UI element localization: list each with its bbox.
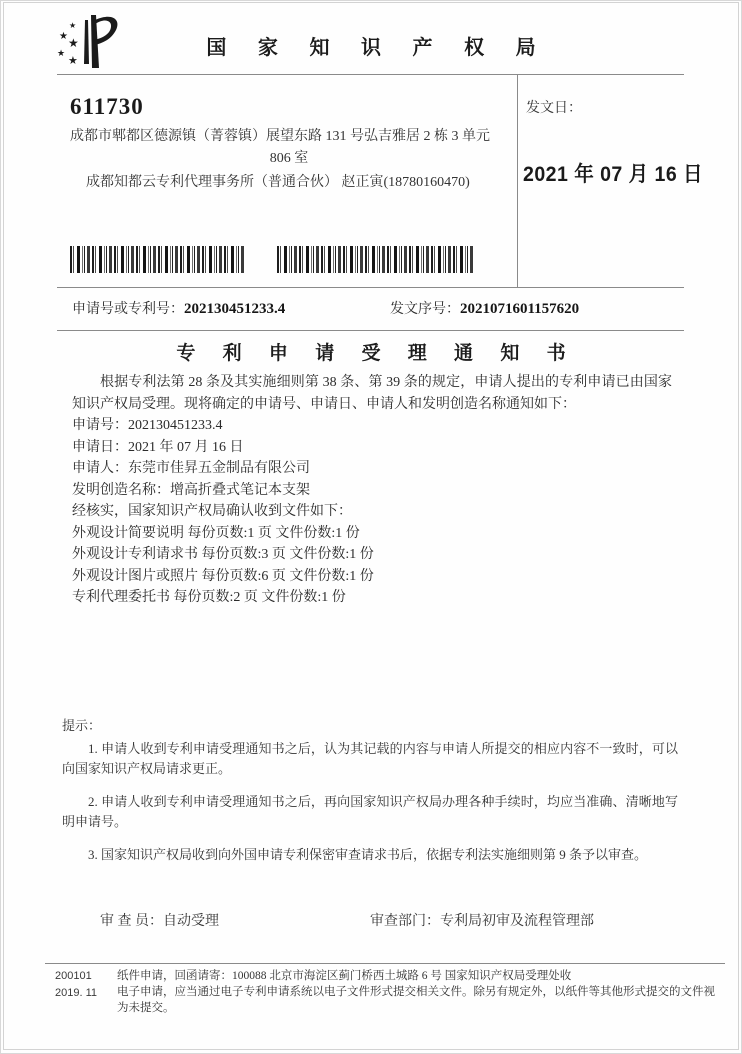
svg-text:★: ★ xyxy=(59,31,68,42)
tips-label: 提示： xyxy=(62,718,102,733)
notice-body xyxy=(72,372,672,609)
field-applicant: 申请人：东莞市佳昇五金制品有限公司 xyxy=(72,461,310,476)
document-item-4: 专利代理委托书 每份页数:2 页 文件份数:1 份 xyxy=(72,590,346,605)
recipient-address-line2: 806 室 xyxy=(269,151,309,166)
svg-text:★: ★ xyxy=(57,48,66,58)
signoff-row xyxy=(100,910,700,930)
recipient-agent-line: 成都知都云专利代理事务所（普通合伙） 赵正寅(18780160470) xyxy=(86,175,470,190)
department-label: 审查部门： xyxy=(370,914,440,929)
tip-item-1: 1. 申请人收到专利申请受理通知书之后，认为其记载的内容与申请人所提交的相应内容不一致时，可以向国家知识产权局请求更正。 xyxy=(62,741,678,776)
recipient-address-line1: 成都市郫都区德源镇（菁蓉镇）展望东路 131 号弘吉雅居 2 栋 3 单元 xyxy=(70,129,490,144)
title-rule xyxy=(57,330,684,331)
tips-section xyxy=(62,716,678,878)
dispatch-date-value: 2021 年 07 月 16 日 xyxy=(523,163,704,186)
footer-code-1: 200101 xyxy=(55,970,92,982)
document-item-3: 外观设计图片或照片 每份页数:6 页 文件份数:1 份 xyxy=(72,568,374,584)
field-invention-title: 发明创造名称：增高折叠式笔记本支架 xyxy=(72,482,310,498)
serial-number-value: 2021071601157620 xyxy=(460,301,580,317)
serial-number-label: 发文序号： xyxy=(390,302,460,317)
barcode-left xyxy=(70,246,246,273)
document-item-1: 外观设计简要说明 每份页数:1 页 文件份数:1 份 xyxy=(72,525,360,541)
field-application-date: 申请日：2021 年 07 月 16 日 xyxy=(72,439,244,455)
notice-title: 专 利 申 请 受 理 通 知 书 xyxy=(176,343,577,364)
footer xyxy=(55,968,715,1016)
footer-paper-note: 纸件申请，回函请寄：100088 北京市海淀区蓟门桥西土城路 6 号 国家知识产权局受理处收 xyxy=(117,970,572,982)
intro-paragraph: 根据专利法第 28 条及其实施细则第 38 条、第 39 条的规定，申请人提出的专利申请已由国家知识产权局受理。现将确定的申请号、申请日、申请人和发明创造名称通知如下： xyxy=(72,375,672,412)
footer-form-codes xyxy=(55,968,113,1016)
svg-text:★: ★ xyxy=(68,55,78,67)
footer-code-2: 2019. 11 xyxy=(55,987,98,999)
examiner-value: 自动受理 xyxy=(163,914,219,929)
dispatch-date-label: 发文日： xyxy=(526,101,582,116)
header-rule xyxy=(57,74,684,75)
recipient-block xyxy=(70,94,508,193)
dispatch-divider xyxy=(517,74,518,287)
agency-title: 国 家 知 识 产 权 局 xyxy=(206,37,549,59)
examiner-label: 审 查 员： xyxy=(100,914,163,929)
numbers-row xyxy=(72,298,672,318)
svg-text:★: ★ xyxy=(68,36,79,50)
footer-rule xyxy=(45,963,725,964)
application-number-value: 202130451233.4 xyxy=(184,301,286,317)
application-number-label: 申请号或专利号： xyxy=(72,302,184,317)
recipient-code: 611730 xyxy=(70,94,144,119)
footer-electronic-note: 电子申请，应当通过电子专利申请系统以电子文件形式提交相关文件。除另有规定外，以纸件等其他形式提交的文件视为未提交。 xyxy=(117,986,715,1014)
barcode-rule xyxy=(57,287,684,288)
field-application-number: 申请号：202130451233.4 xyxy=(72,418,223,433)
tip-item-2: 2. 申请人收到专利申请受理通知书之后，再向国家知识产权局办理各种手续时，均应当准确、清晰地写明申请号。 xyxy=(62,794,678,829)
svg-text:★: ★ xyxy=(69,21,77,30)
department-value: 专利局初审及流程管理部 xyxy=(440,914,594,929)
barcode-right xyxy=(277,246,474,273)
verify-line: 经核实，国家知识产权局确认收到文件如下： xyxy=(72,504,352,519)
document-item-2: 外观设计专利请求书 每份页数:3 页 文件份数:1 份 xyxy=(72,547,374,562)
footer-notes xyxy=(113,968,715,1016)
tip-item-3: 3. 国家知识产权局收到向外国申请专利保密审查请求书后，依据专利法实施细则第 9 条予以审查。 xyxy=(88,847,648,862)
